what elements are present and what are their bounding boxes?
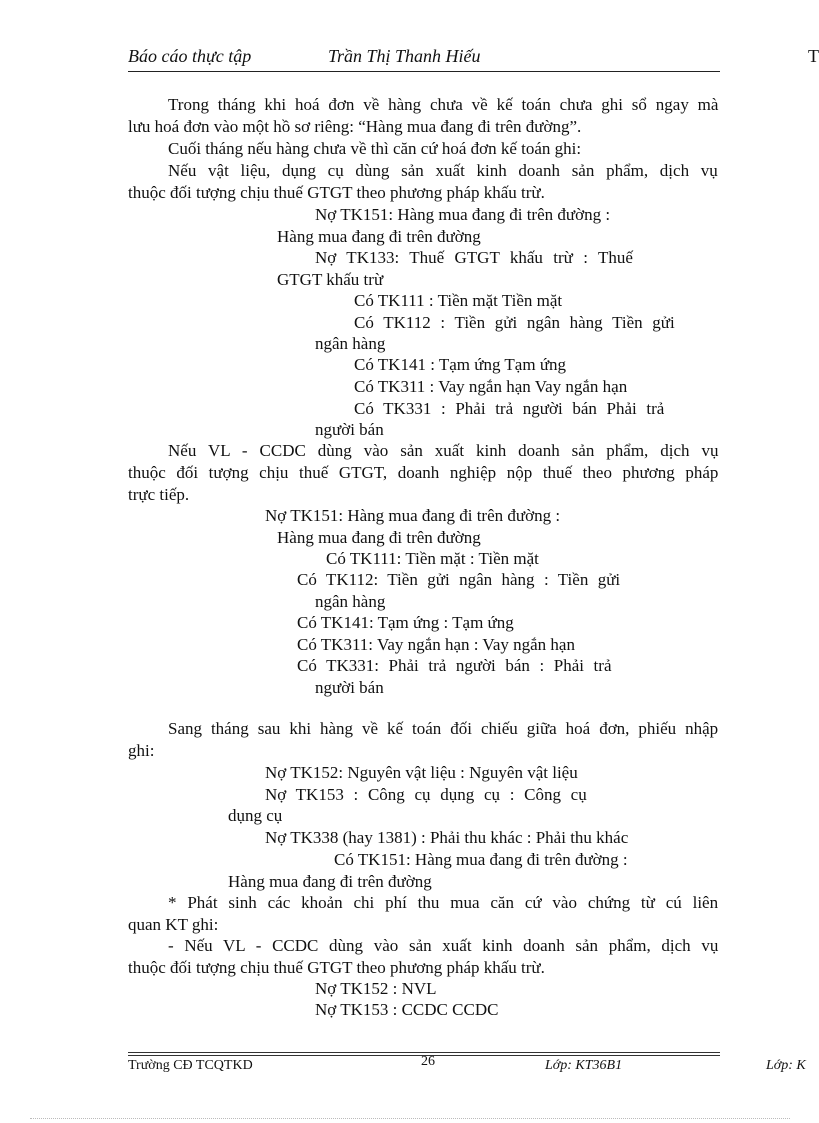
body-line: thuộc đối tượng chịu thuế GTGT theo phương pháp khấu trừ. [128,958,545,977]
body-line: Có TK151: Hàng mua đang đi trên đường : [334,850,628,869]
header-author: Trần Thị Thanh Hiếu [328,46,481,66]
body-line: * Phát sinh các khoản chi phí thu mua căn cứ vào chứng từ cú liên [168,893,719,912]
body-line: Có TK111 : Tiền mặt Tiền mặt [354,291,563,310]
body-line: Có TK112 : Tiền gửi ngân hàng Tiền gửi [354,313,675,332]
body-line: Có TK112: Tiền gửi ngân hàng : Tiền gửi [297,570,621,589]
body-line: Cuối tháng nếu hàng chưa về thì căn cứ hoá đơn kế toán ghi: [168,139,582,158]
body-line: ngân hàng [315,592,386,611]
body-line: Nợ TK151: Hàng mua đang đi trên đường : [315,205,611,224]
header-edge-mark: T [808,46,819,66]
body-line: ghi: [128,741,155,760]
body-line: Có TK311: Vay ngắn hạn : Vay ngắn hạn [297,635,575,654]
header-title: Báo cáo thực tập [128,46,252,66]
body-line: Hàng mua đang đi trên đường [228,872,432,891]
body-line: Hàng mua đang đi trên đường [277,528,481,547]
body-line: Có TK331 : Phải trả người bán Phải trả [354,399,665,418]
footer-rule-top [128,1052,720,1053]
body-line: người bán [315,678,384,697]
body-line: lưu hoá đơn vào một hồ sơ riêng: “Hàng mua đang đi trên đường”. [128,117,582,136]
body-line: người bán [315,420,384,439]
body-line: Nợ TK152: Nguyên vật liệu : Nguyên vật liệu [265,763,578,782]
body-line: quan KT ghi: [128,915,219,934]
body-line: Nợ TK151: Hàng mua đang đi trên đường : [265,506,561,525]
body-line: Trong tháng khi hoá đơn về hàng chưa về kế toán chưa ghi sổ ngay mà [168,95,719,114]
body-line: Nếu VL - CCDC dùng vào sản xuất kinh doanh sản phẩm, dịch vụ [168,441,719,460]
body-line: Có TK311 : Vay ngắn hạn Vay ngắn hạn [354,377,628,396]
body-line: Có TK331: Phải trả người bán : Phải trả [297,656,612,675]
body-line: Nợ TK153 : Công cụ dụng cụ : Công cụ [265,785,587,804]
body-line: GTGT khấu trừ [277,270,384,289]
body-line: trực tiếp. [128,485,190,504]
body-line: Hàng mua đang đi trên đường [277,227,481,246]
body-line: Có TK141 : Tạm ứng Tạm ứng [354,355,567,374]
body-line: Có TK141: Tạm ứng : Tạm ứng [297,613,514,632]
header-rule [128,71,720,72]
body-line: Nợ TK152 : NVL [315,979,437,998]
footer-edge-class: Lớp: K [766,1058,806,1073]
body-line: Có TK111: Tiền mặt : Tiền mặt [326,549,539,568]
body-line: ngân hàng [315,334,386,353]
body-line: - Nếu VL - CCDC dùng vào sản xuất kinh doanh sản phẩm, dịch vụ [168,936,719,955]
body-line: thuộc đối tượng chịu thuế GTGT, doanh nghiệp nộp thuế theo phương pháp [128,463,719,482]
footer-page-number: 26 [421,1054,435,1069]
footer-class: Lớp: KT36B1 [545,1058,623,1073]
body-line: dụng cụ [228,806,283,825]
body-line: Sang tháng sau khi hàng về kế toán đối chiếu giữa hoá đơn, phiếu nhập [168,719,719,738]
page-edge-dots [30,1118,790,1119]
body-line: Nợ TK133: Thuế GTGT khấu trừ : Thuế [315,248,633,267]
footer-school: Trường CĐ TCQTKD [128,1058,253,1073]
body-line: thuộc đối tượng chịu thuế GTGT theo phương pháp khấu trừ. [128,183,545,202]
body-line: Nợ TK338 (hay 1381) : Phải thu khác : Phải thu khác [265,828,629,847]
body-line: Nếu vật liệu, dụng cụ dùng sản xuất kinh doanh sản phẩm, dịch vụ [168,161,718,180]
body-line: Nợ TK153 : CCDC CCDC [315,1000,499,1019]
